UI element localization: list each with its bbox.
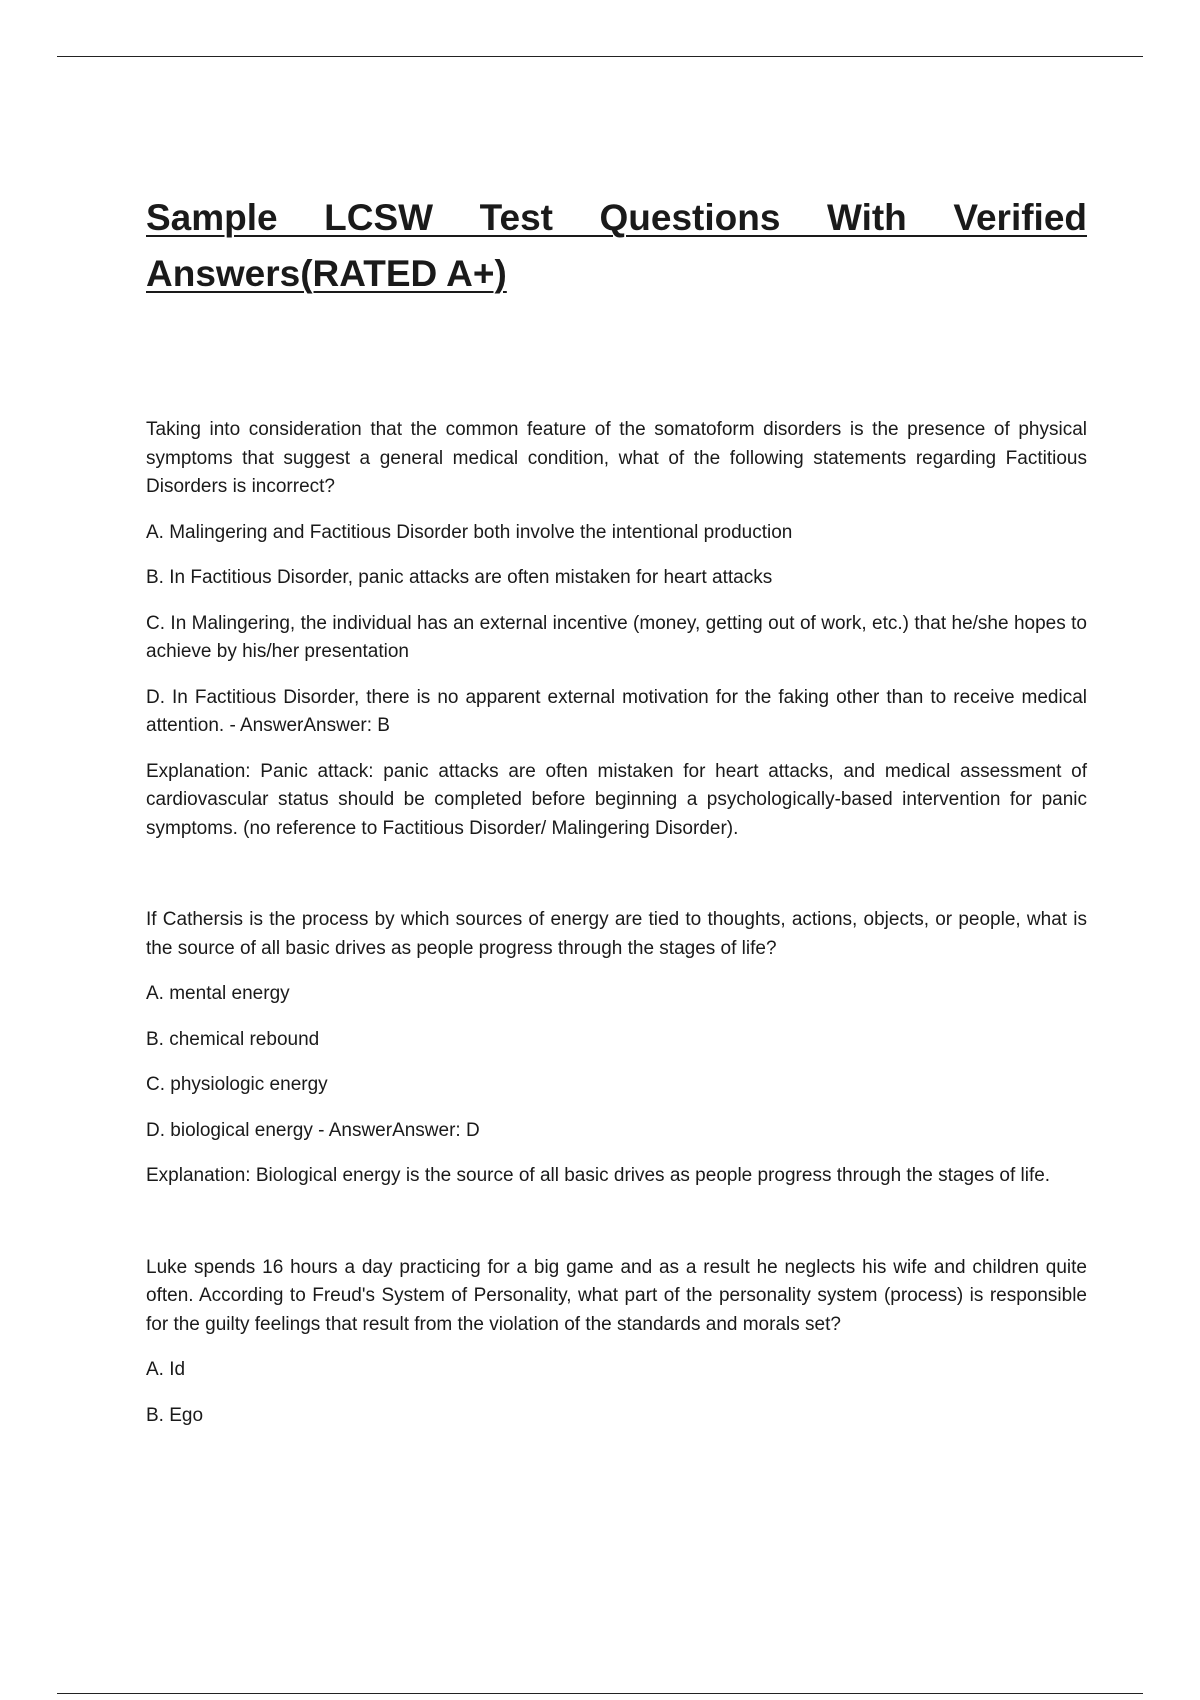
answer-option: B. chemical rebound	[146, 1028, 320, 1050]
answer-option: B. In Factitious Disorder, panic attacks are often mistaken for heart attacks	[146, 567, 773, 588]
document-title: Sample LCSW Test Questions With Verified Answers(RATED A+)	[146, 197, 1087, 294]
answer-option: D. biological energy - AnswerAnswer: D	[146, 1119, 480, 1141]
questions-section	[146, 416, 1087, 1430]
question-stem: Taking into consideration that the common feature of the somatoform disorders is the presence of physical symptoms that suggest a general medical condition, what of the following statements regarding Factitious Disorders is incorrect?	[146, 419, 1087, 497]
answer-option: D. In Factitious Disorder, there is no apparent external motivation for the faking other than to receive medical attention. - AnswerAnswer: B	[146, 686, 1087, 736]
answer-explanation: Explanation: Panic attack: panic attacks are often mistaken for heart attacks, and medical assessment of cardiovascular status should be completed before beginning a psychologically-based intervention for panic symptoms. (no reference to Factitious Disorder/ Malingering Disorder).	[146, 760, 1087, 839]
answer-option: B. Ego	[146, 1404, 204, 1426]
question-3	[146, 1254, 1087, 1431]
header-rule	[57, 56, 1143, 57]
answer-explanation: Explanation: Biological energy is the source of all basic drives as people progress through the stages of life.	[146, 1165, 1051, 1186]
answer-option: C. In Malingering, the individual has an external incentive (money, getting out of work, etc.) that he/she hopes to achieve by his/her presentation	[146, 612, 1087, 662]
question-stem: If Cathersis is the process by which sources of energy are tied to thoughts, actions, objects, or people, what is the source of all basic drives as people progress through the stages of life?	[146, 909, 1087, 959]
answer-option: C. physiologic energy	[146, 1074, 328, 1095]
answer-option: A. Id	[146, 1359, 186, 1380]
footer-rule	[57, 1693, 1143, 1694]
answer-option: A. Malingering and Factitious Disorder both involve the intentional production	[146, 521, 793, 543]
question-stem: Luke spends 16 hours a day practicing for a big game and as a result he neglects his wife and children quite often. According to Freud's System of Personality, what part of the personality system (process) is responsible for the guilty feelings that result from the violation of the standards and morals set?	[146, 1256, 1087, 1335]
question-1	[146, 416, 1087, 843]
question-2	[146, 906, 1087, 1191]
page-content	[146, 190, 1087, 1430]
answer-option: A. mental energy	[146, 983, 290, 1004]
